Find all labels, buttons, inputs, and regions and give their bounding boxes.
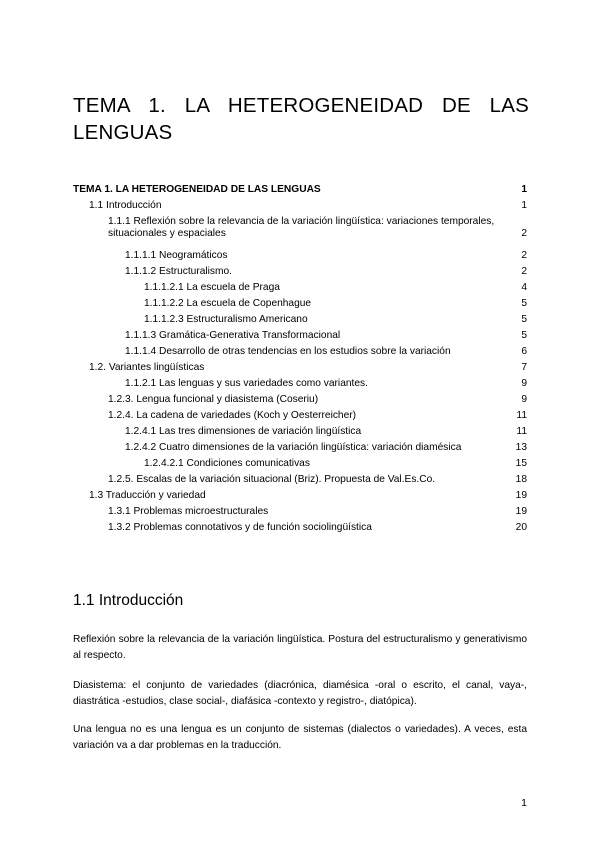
toc-entry-page: 11 (516, 426, 527, 437)
toc-entry-page: 1 (521, 184, 527, 195)
toc-entry-title: 1.2.4.2.1 Condiciones comunicativas (144, 458, 310, 469)
paragraph-2: Diasistema: el conjunto de variedades (diacrónica, diamésica -oral o escrito, el canal, vaya-, diastrática -estudios, clase social-, diafásica -contexto y registro-, diatópica). (73, 680, 527, 707)
toc-entry[interactable] (73, 506, 527, 518)
toc-entry-title: 1.2.4.1 Las tres dimensiones de variación lingüística (125, 426, 362, 437)
toc-entry[interactable] (73, 200, 527, 212)
toc-entry-title: 1.3.2 Problemas connotativos y de función sociolingüística (108, 522, 372, 533)
toc-entry[interactable] (73, 474, 527, 486)
toc-entry[interactable] (73, 490, 527, 502)
toc-entry-page: 5 (521, 298, 527, 309)
toc-entry-title: 1.2.4.2 Cuatro dimensiones de la variación lingüística: variación diamésica (125, 442, 462, 453)
toc-entry-title: 1.1.1.2 Estructuralismo. (125, 266, 233, 277)
toc-entry[interactable] (73, 426, 527, 438)
toc-entry-page: 6 (521, 346, 527, 357)
toc-entry-page: 2 (521, 228, 527, 239)
toc-entry-page: 9 (521, 394, 527, 405)
toc-entry[interactable] (73, 394, 527, 406)
toc-entry[interactable] (73, 442, 527, 454)
toc-entry-title: 1.1.1.2.2 La escuela de Copenhague (144, 298, 312, 309)
toc-entry-title: 1.3.1 Problemas microestructurales (108, 506, 269, 517)
toc-entry[interactable] (73, 410, 527, 422)
toc-entry[interactable] (73, 282, 527, 294)
toc-entry[interactable] (73, 250, 527, 262)
toc-entry-title: 1.1 Introducción (89, 200, 162, 211)
toc-entry-title: 1.1.1 Reflexión sobre la relevancia de la variación lingüística: variaciones temporales, situacionales y espaciales (108, 216, 495, 239)
toc-entry-page: 11 (516, 410, 527, 421)
toc-entry-page: 18 (515, 474, 527, 485)
toc-entry[interactable] (73, 330, 527, 342)
section-heading: 1.1 Introducción (73, 592, 184, 609)
toc-entry-page: 15 (515, 458, 527, 469)
toc-entry-title: 1.2.5. Escalas de la variación situacional (Briz). Propuesta de Val.Es.Co. (108, 474, 436, 485)
toc-entry-page: 19 (515, 490, 527, 501)
toc-entry[interactable] (73, 522, 527, 534)
toc-entry-page: 2 (521, 250, 527, 261)
toc-entry[interactable] (73, 346, 527, 358)
toc-entry-page: 4 (521, 282, 527, 293)
page-number: 1 (521, 797, 527, 809)
toc-entry-page: 9 (521, 378, 527, 389)
paragraph-3: Una lengua no es una lengua es un conjunto de sistemas (dialectos o variedades). A veces, esta variación va a dar problemas en la traducción. (73, 724, 527, 751)
toc-entry[interactable] (73, 266, 527, 278)
toc-entry-page: 19 (515, 506, 527, 517)
toc-entry-title: TEMA 1. LA HETEROGENEIDAD DE LAS LENGUAS (73, 184, 321, 195)
toc-entry[interactable] (73, 362, 527, 374)
toc-entry-title: 1.1.1.3 Gramática-Generativa Transformacional (125, 330, 341, 341)
toc-entry-page: 13 (515, 442, 527, 453)
toc-entry-title: 1.1.1.4 Desarrollo de otras tendencias en los estudios sobre la variación (125, 346, 451, 357)
toc-entry-page: 2 (521, 266, 527, 277)
page-title: TEMA 1. LA HETEROGENEIDAD DE LAS LENGUAS (73, 94, 529, 144)
toc-entry-page: 7 (521, 362, 527, 373)
toc-entry[interactable] (73, 314, 527, 326)
toc-entry[interactable] (73, 216, 527, 240)
toc-entry-title: 1.3 Traducción y variedad (89, 490, 206, 501)
paragraph-1: Reflexión sobre la relevancia de la variación lingüística. Postura del estructuralismo y generativismo al respecto. (73, 634, 527, 661)
toc-entry-title: 1.1.1.2.1 La escuela de Praga (144, 282, 280, 293)
toc-entry-title: 1.2. Variantes lingüísticas (89, 362, 205, 373)
toc-entry-title: 1.1.1.2.3 Estructuralismo Americano (144, 314, 308, 325)
toc-entry-page: 5 (521, 330, 527, 341)
toc-entry-title: 1.1.2.1 Las lenguas y sus variedades como variantes. (125, 378, 368, 389)
toc-entry[interactable] (73, 458, 527, 470)
toc-entry-title: 1.2.4. La cadena de variedades (Koch y Oesterreicher) (108, 410, 357, 421)
toc-entry[interactable] (73, 184, 527, 196)
toc-entry-title: 1.1.1.1 Neogramáticos (125, 250, 228, 261)
toc-entry[interactable] (73, 298, 527, 310)
toc-entry-page: 1 (521, 200, 527, 211)
toc-entry-page: 5 (521, 314, 527, 325)
toc-entry-title: 1.2.3. Lengua funcional y diasistema (Coseriu) (108, 394, 319, 405)
toc-entry-page: 20 (515, 522, 527, 533)
toc-entry[interactable] (73, 378, 527, 390)
